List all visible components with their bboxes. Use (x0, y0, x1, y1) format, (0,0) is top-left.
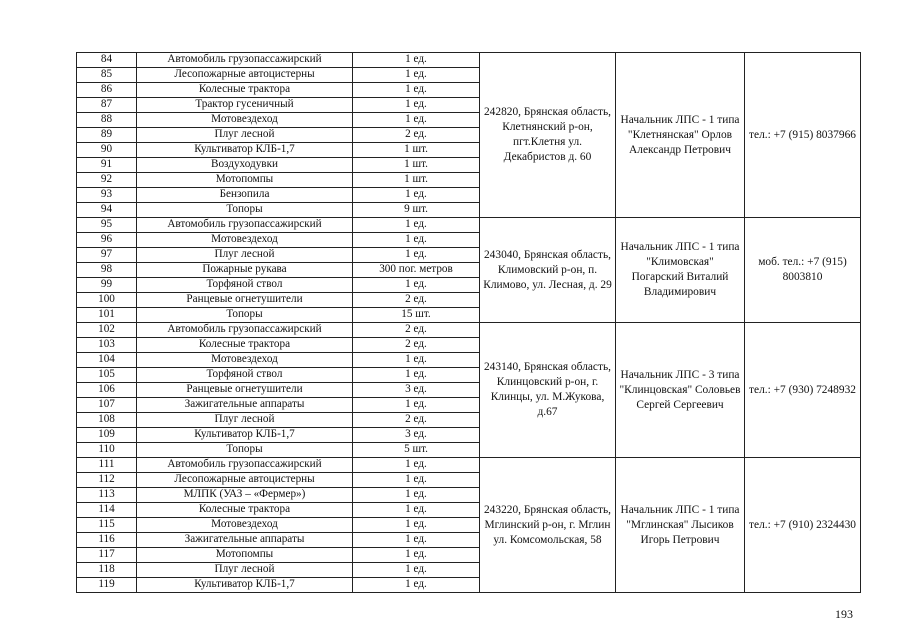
row-number-cell: 113 (77, 488, 137, 503)
quantity-cell: 2 ед. (353, 338, 480, 353)
quantity-cell: 2 ед. (353, 128, 480, 143)
quantity-cell: 1 ед. (353, 548, 480, 563)
row-number-cell: 118 (77, 563, 137, 578)
equipment-name-cell: Лесопожарные автоцистерны (137, 473, 353, 488)
row-number-cell: 84 (77, 53, 137, 68)
quantity-cell: 1 шт. (353, 143, 480, 158)
row-number-cell: 114 (77, 503, 137, 518)
row-number-cell: 91 (77, 158, 137, 173)
row-number-cell: 100 (77, 293, 137, 308)
quantity-cell: 1 ед. (353, 503, 480, 518)
equipment-table (76, 52, 861, 593)
row-number-cell: 85 (77, 68, 137, 83)
row-number-cell: 88 (77, 113, 137, 128)
phone-cell: тел.: +7 (915) 8037966 (745, 53, 861, 218)
quantity-cell: 1 ед. (353, 473, 480, 488)
phone-cell: тел.: +7 (930) 7248932 (745, 323, 861, 458)
row-number-cell: 116 (77, 533, 137, 548)
equipment-name-cell: Автомобиль грузопассажирский (137, 323, 353, 338)
row-number-cell: 119 (77, 578, 137, 593)
quantity-cell: 1 ед. (353, 233, 480, 248)
row-number-cell: 109 (77, 428, 137, 443)
quantity-cell: 1 ед. (353, 458, 480, 473)
quantity-cell: 1 ед. (353, 518, 480, 533)
equipment-name-cell: Зажигательные аппараты (137, 533, 353, 548)
quantity-cell: 1 ед. (353, 83, 480, 98)
equipment-name-cell: Мотопомпы (137, 548, 353, 563)
station-head-cell: Начальник ЛПС - 1 типа "Климовская" Погарский Виталий Владимирович (616, 218, 745, 323)
equipment-name-cell: Колесные трактора (137, 338, 353, 353)
equipment-name-cell: Плуг лесной (137, 413, 353, 428)
quantity-cell: 5 шт. (353, 443, 480, 458)
equipment-name-cell: Мотовездеход (137, 518, 353, 533)
equipment-name-cell: Плуг лесной (137, 248, 353, 263)
equipment-name-cell: Топоры (137, 203, 353, 218)
quantity-cell: 2 ед. (353, 413, 480, 428)
equipment-name-cell: Воздуходувки (137, 158, 353, 173)
equipment-name-cell: Зажигательные аппараты (137, 398, 353, 413)
quantity-cell: 1 ед. (353, 563, 480, 578)
row-number-cell: 107 (77, 398, 137, 413)
quantity-cell: 1 ед. (353, 578, 480, 593)
address-cell: 242820, Брянская область, Клетнянский р-он, пгт.Клетня ул. Декабристов д. 60 (480, 53, 616, 218)
quantity-cell: 3 ед. (353, 428, 480, 443)
quantity-cell: 1 ед. (353, 218, 480, 233)
row-number-cell: 111 (77, 458, 137, 473)
equipment-name-cell: Колесные трактора (137, 83, 353, 98)
table-row (77, 458, 861, 473)
row-number-cell: 110 (77, 443, 137, 458)
row-number-cell: 86 (77, 83, 137, 98)
row-number-cell: 115 (77, 518, 137, 533)
row-number-cell: 89 (77, 128, 137, 143)
equipment-name-cell: Бензопила (137, 188, 353, 203)
table-row (77, 323, 861, 338)
row-number-cell: 94 (77, 203, 137, 218)
equipment-name-cell: Культиватор КЛБ-1,7 (137, 428, 353, 443)
row-number-cell: 95 (77, 218, 137, 233)
equipment-name-cell: Топоры (137, 308, 353, 323)
row-number-cell: 102 (77, 323, 137, 338)
equipment-name-cell: Культиватор КЛБ-1,7 (137, 578, 353, 593)
quantity-cell: 1 ед. (353, 488, 480, 503)
equipment-name-cell: Мотовездеход (137, 353, 353, 368)
row-number-cell: 104 (77, 353, 137, 368)
equipment-name-cell: Пожарные рукава (137, 263, 353, 278)
row-number-cell: 98 (77, 263, 137, 278)
equipment-name-cell: Лесопожарные автоцистерны (137, 68, 353, 83)
row-number-cell: 105 (77, 368, 137, 383)
quantity-cell: 15 шт. (353, 308, 480, 323)
phone-cell: моб. тел.: +7 (915) 8003810 (745, 218, 861, 323)
quantity-cell: 1 ед. (353, 398, 480, 413)
quantity-cell: 3 ед. (353, 383, 480, 398)
quantity-cell: 1 шт. (353, 158, 480, 173)
quantity-cell: 1 ед. (353, 278, 480, 293)
table-row (77, 218, 861, 233)
equipment-name-cell: Мотовездеход (137, 113, 353, 128)
address-cell: 243220, Брянская область, Мглинский р-он, г. Мглин ул. Комсомольская, 58 (480, 458, 616, 593)
equipment-name-cell: МЛПК (УАЗ – «Фермер») (137, 488, 353, 503)
equipment-name-cell: Топоры (137, 443, 353, 458)
quantity-cell: 1 ед. (353, 113, 480, 128)
equipment-name-cell: Мотовездеход (137, 233, 353, 248)
equipment-name-cell: Автомобиль грузопассажирский (137, 53, 353, 68)
quantity-cell: 1 шт. (353, 173, 480, 188)
quantity-cell: 9 шт. (353, 203, 480, 218)
station-head-cell: Начальник ЛПС - 1 типа "Клетнянская" Орлов Александр Петрович (616, 53, 745, 218)
row-number-cell: 99 (77, 278, 137, 293)
equipment-name-cell: Ранцевые огнетушители (137, 293, 353, 308)
equipment-name-cell: Культиватор КЛБ-1,7 (137, 143, 353, 158)
row-number-cell: 97 (77, 248, 137, 263)
equipment-name-cell: Трактор гусеничный (137, 98, 353, 113)
equipment-name-cell: Плуг лесной (137, 563, 353, 578)
row-number-cell: 87 (77, 98, 137, 113)
equipment-name-cell: Мотопомпы (137, 173, 353, 188)
quantity-cell: 1 ед. (353, 533, 480, 548)
row-number-cell: 101 (77, 308, 137, 323)
row-number-cell: 90 (77, 143, 137, 158)
quantity-cell: 2 ед. (353, 293, 480, 308)
row-number-cell: 117 (77, 548, 137, 563)
equipment-name-cell: Плуг лесной (137, 128, 353, 143)
quantity-cell: 1 ед. (353, 353, 480, 368)
station-head-cell: Начальник ЛПС - 3 типа "Клинцовская" Соловьев Сергей Сергеевич (616, 323, 745, 458)
row-number-cell: 106 (77, 383, 137, 398)
equipment-name-cell: Автомобиль грузопассажирский (137, 218, 353, 233)
quantity-cell: 1 ед. (353, 188, 480, 203)
row-number-cell: 92 (77, 173, 137, 188)
quantity-cell: 1 ед. (353, 368, 480, 383)
equipment-name-cell: Автомобиль грузопассажирский (137, 458, 353, 473)
quantity-cell: 300 пог. метров (353, 263, 480, 278)
address-cell: 243140, Брянская область, Клинцовский р-он, г. Клинцы, ул. М.Жукова, д.67 (480, 323, 616, 458)
row-number-cell: 93 (77, 188, 137, 203)
page-number: 193 (835, 607, 853, 621)
station-head-cell: Начальник ЛПС - 1 типа "Мглинская" Лысиков Игорь Петрович (616, 458, 745, 593)
table-row (77, 53, 861, 68)
equipment-name-cell: Ранцевые огнетушители (137, 383, 353, 398)
equipment-name-cell: Торфяной ствол (137, 278, 353, 293)
address-cell: 243040, Брянская область, Климовский р-он, п. Климово, ул. Лесная, д. 29 (480, 218, 616, 323)
equipment-name-cell: Колесные трактора (137, 503, 353, 518)
quantity-cell: 2 ед. (353, 323, 480, 338)
row-number-cell: 96 (77, 233, 137, 248)
row-number-cell: 103 (77, 338, 137, 353)
row-number-cell: 108 (77, 413, 137, 428)
row-number-cell: 112 (77, 473, 137, 488)
equipment-name-cell: Торфяной ствол (137, 368, 353, 383)
phone-cell: тел.: +7 (910) 2324430 (745, 458, 861, 593)
quantity-cell: 1 ед. (353, 68, 480, 83)
equipment-table-body (77, 53, 861, 593)
quantity-cell: 1 ед. (353, 53, 480, 68)
quantity-cell: 1 ед. (353, 98, 480, 113)
quantity-cell: 1 ед. (353, 248, 480, 263)
